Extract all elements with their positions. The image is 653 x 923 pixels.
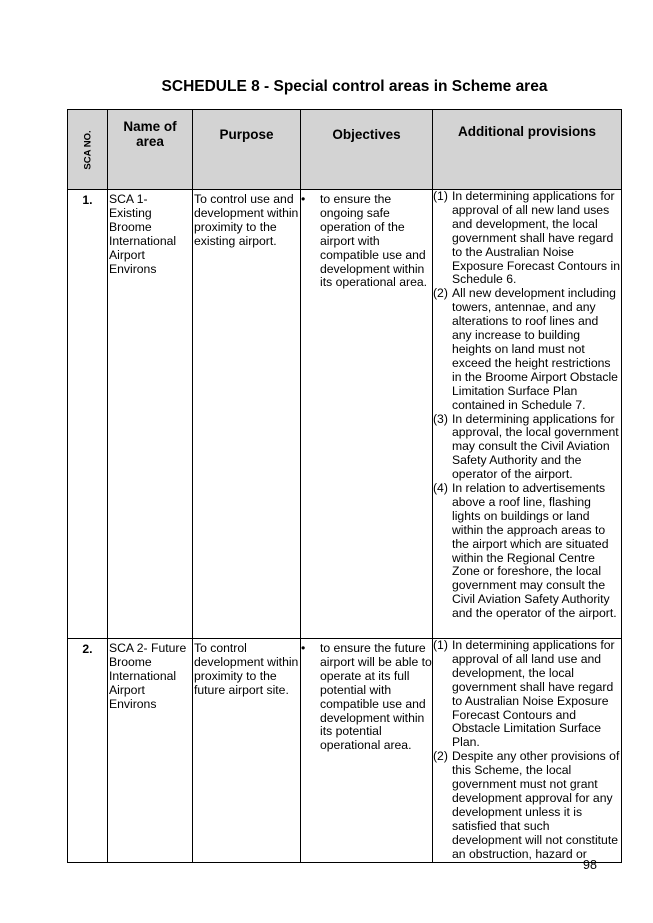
purpose-cell: To control use and development within proximity to the existing airport. — [193, 190, 301, 639]
provisions-cell — [433, 639, 622, 863]
row-number: 2. — [68, 639, 108, 863]
table-row — [68, 639, 622, 863]
objectives-cell — [301, 190, 433, 639]
provision-text: In relation to advertisements above a roof line, flashing lights on buildings or land within the approach areas to the airport which are situated within the Regional Centre Zone or foreshore, the local government may consult the Civil Aviation Safety Authority and the operator of the airport. — [452, 481, 617, 621]
header-additional-provisions: Additional provisions — [433, 110, 622, 190]
provision-number: (3) — [433, 411, 448, 426]
header-sca-no — [68, 110, 108, 190]
provision-number: (4) — [433, 481, 448, 496]
objective-item — [301, 639, 432, 753]
area-name-cell: SCA 1- Existing Broome International Airport Environs — [108, 190, 193, 639]
table-header-row — [68, 110, 622, 190]
table-row — [68, 190, 622, 639]
area-name-cell: SCA 2- Future Broome International Airport Environs — [108, 639, 193, 863]
provision-item — [433, 190, 621, 287]
provision-text: All new development including towers, antennae, and any alterations to roof lines and any increase to building heights on land must not exceed the height restrictions in the Broome Airport Obstacle Limitation Surface Plan contained in Schedule 7. — [452, 286, 618, 412]
provision-number: (1) — [433, 189, 448, 203]
provision-text: Despite any other provisions of this Scheme, the local government must not grant development approval for any development unless it is satisfied that such development will not constitute an obstruction, hazard or — [452, 749, 620, 861]
page-title: SCHEDULE 8 - Special control areas in Scheme area — [161, 78, 548, 95]
provision-item — [433, 639, 621, 750]
schedule-table — [67, 109, 622, 863]
provision-text: In determining applications for approval of all land use and development, the local government shall have regard to Australian Noise Exposure Forecast Contours and Obstacle Limitation Surface Plan. — [452, 638, 615, 750]
objective-text: to ensure the ongoing safe operation of the airport with compatible use and development within its operational area. — [320, 192, 428, 290]
provision-number: (2) — [433, 749, 448, 764]
provisions-cell — [433, 190, 622, 639]
header-name-of-area: Name of area — [108, 110, 193, 190]
objective-text: to ensure the future airport will be able to operate at its full potential with compatible use and development within its potential operational area. — [320, 641, 432, 753]
provision-item — [433, 482, 621, 621]
bullet-icon: • — [301, 192, 306, 206]
provision-text: In determining applications for approval, the local government may consult the Civil Aviation Safety Authority and the operator of the airport. — [452, 411, 619, 482]
provision-text: In determining applications for approval of all new land uses and development, the local government shall have regard to the Australian Noise Exposure Forecast Contours in Schedule 6. — [452, 189, 620, 287]
objectives-cell — [301, 639, 433, 863]
purpose-cell: To control development within proximity to the future airport site. — [193, 639, 301, 863]
row-number: 1. — [68, 190, 108, 639]
header-objectives: Objectives — [301, 110, 433, 190]
header-sca-no-label: SCA NO. — [82, 129, 93, 170]
provision-number: (1) — [433, 638, 448, 652]
header-purpose: Purpose — [193, 110, 301, 190]
bullet-icon: • — [301, 641, 306, 655]
provision-item — [433, 413, 621, 483]
provision-item — [433, 287, 621, 412]
page-number: 98 — [583, 858, 597, 872]
provision-number: (2) — [433, 286, 448, 301]
objective-item — [301, 190, 432, 290]
provision-item — [433, 750, 621, 861]
